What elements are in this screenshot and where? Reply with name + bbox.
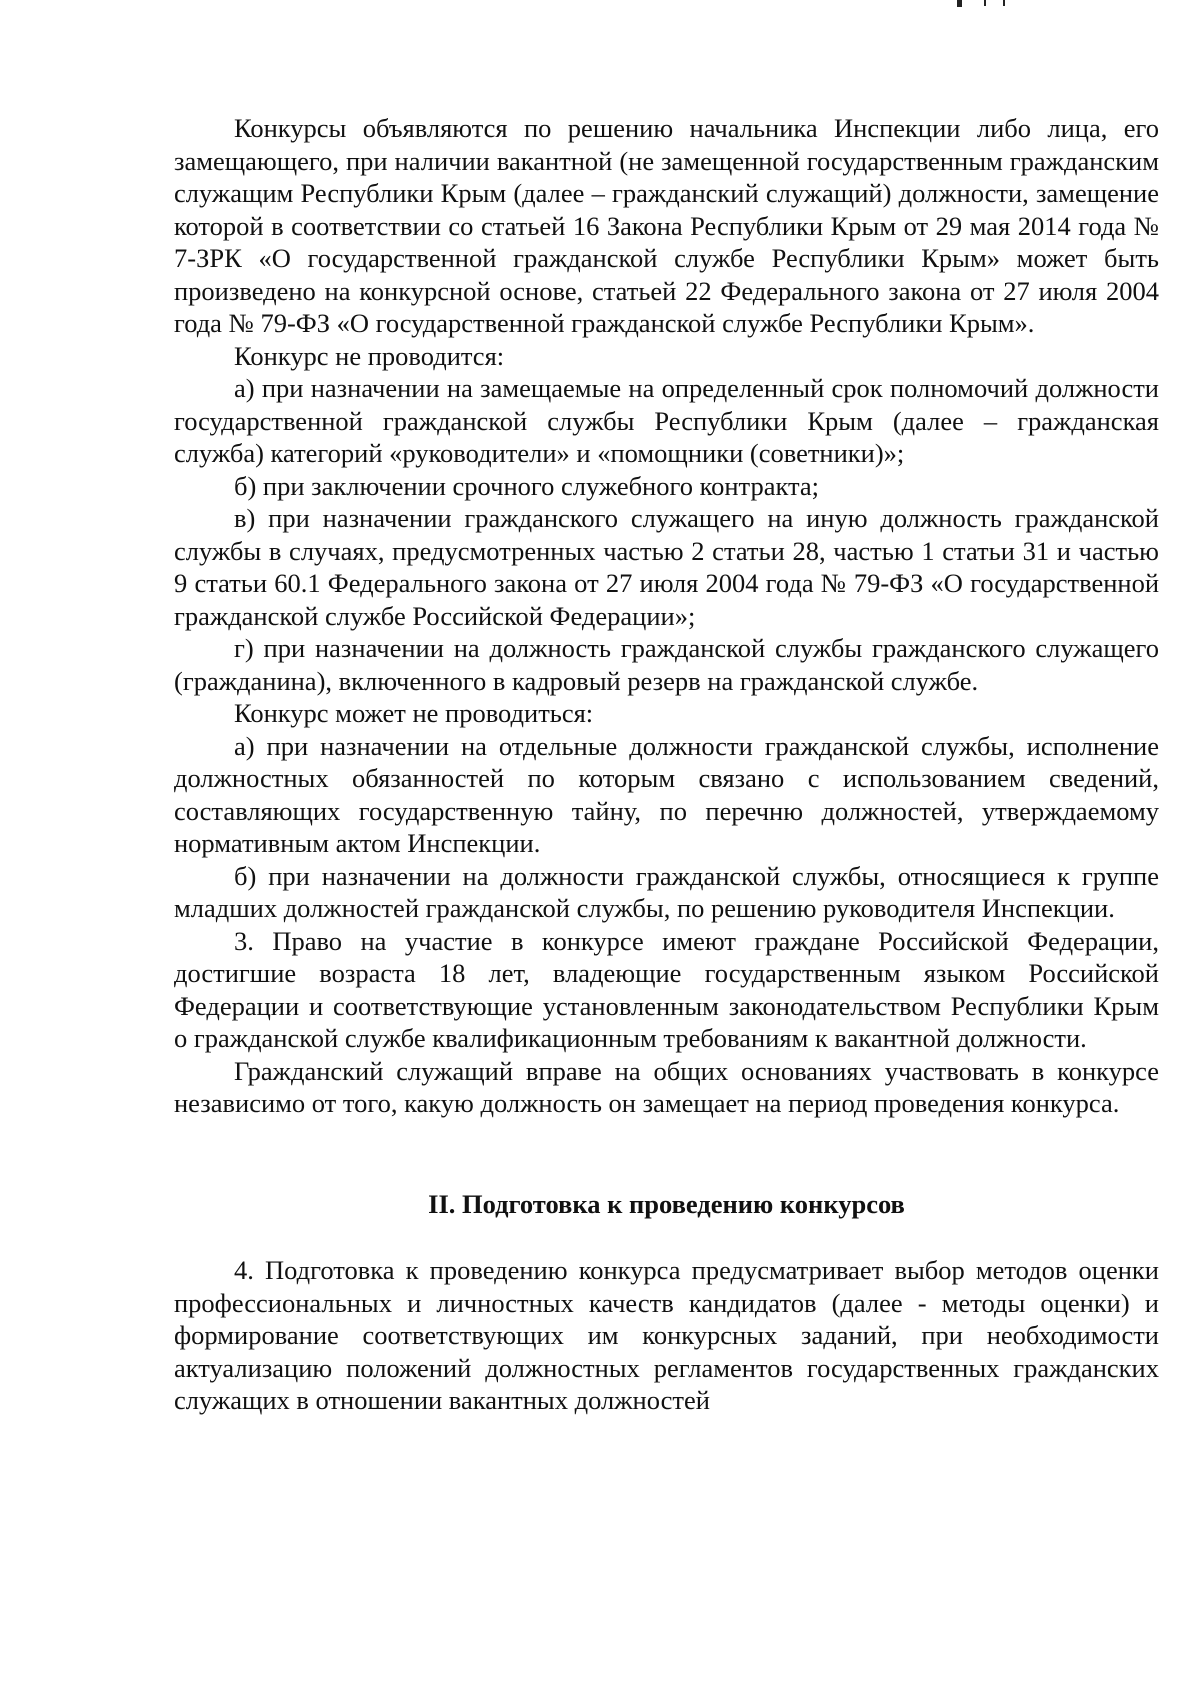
paragraph-civil-servant-right: Гражданский служащий вправе на общих основаниях участвовать в конкурсе независимо от того, какую должность он замещает на период проведения конкурса. [174, 1055, 1159, 1118]
paragraph-no-contest-b: б) при заключении срочного служебного контракта; [234, 470, 820, 501]
paragraph-may-not-contest-a: а) при назначении на отдельные должности гражданской службы, исполнение должностных обязанностей по которым связано с использованием сведений, составляющих государственную тайну, по перечню должностей, утверждаемому нормативным актом Инспекции. [174, 730, 1159, 858]
paragraph-no-contest-intro: Конкурс не проводится: [234, 340, 505, 371]
section-heading: II. Подготовка к проведению конкурсов [428, 1188, 905, 1219]
paragraph-right-to-participate: 3. Право на участие в конкурсе имеют граждане Российской Федерации, достигшие возраста 18 лет, владеющие государственным языком Российской Федерации и соответствующие установленным законодательством Республики Крым о гражданской службе квалификационным требованиям к вакантной должности. [174, 925, 1159, 1053]
document-page [174, 112, 1159, 1417]
scan-artifact-marks [910, 0, 1110, 75]
paragraph-may-not-contest-intro: Конкурс может не проводиться: [234, 698, 594, 728]
paragraph-preparation: 4. Подготовка к проведению конкурса предусматривает выбор методов оценки профессиональных и личностных качеств кандидатов (далее - методы оценки) и формирование соответствующих им конкурсных заданий, при необходимости актуализацию положений должностных регламентов государственных гражданских служащих в отношении вакантных должностей [174, 1255, 1159, 1415]
paragraph-may-not-contest-b: б) при назначении на должности гражданской службы, относящиеся к группе младших должностей гражданской службы, по решению руководителя Инспекции. [174, 860, 1159, 923]
paragraph-announcement: Конкурсы объявляются по решению начальника Инспекции либо лица, его замещающего, при наличии вакантной (не замещенной государственным гражданским служащим Республики Крым (далее – гражданский служащий) должности, замещение которой в соответствии со статьей 16 Закона Республики Крым от 29 мая 2014 года № 7-ЗРК «О государственной гражданской службе Республики Крым» может быть произведено на конкурсной основе, статьей 22 Федерального закона от 27 июля 2004 года № 79-ФЗ «О государственной гражданской службе Республики Крым». [174, 113, 1159, 338]
paragraph-no-contest-v: в) при назначении гражданского служащего на иную должность гражданской службы в случаях, предусмотренных частью 2 статьи 28, частью 1 статьи 31 и частью 9 статьи 60.1 Федерального закона от 27 июля 2004 года № 79-ФЗ «О государственной гражданской службе Российской Федерации»; [174, 503, 1159, 631]
paragraph-no-contest-g: г) при назначении на должность гражданской службы гражданского служащего (гражданина), включенного в кадровый резерв на гражданской службе. [174, 633, 1159, 696]
paragraph-no-contest-a: а) при назначении на замещаемые на определенный срок полномочий должности государственной гражданской службы Республики Крым (далее – гражданская служба) категорий «руководители» и «помощники (советники)»; [174, 373, 1159, 468]
